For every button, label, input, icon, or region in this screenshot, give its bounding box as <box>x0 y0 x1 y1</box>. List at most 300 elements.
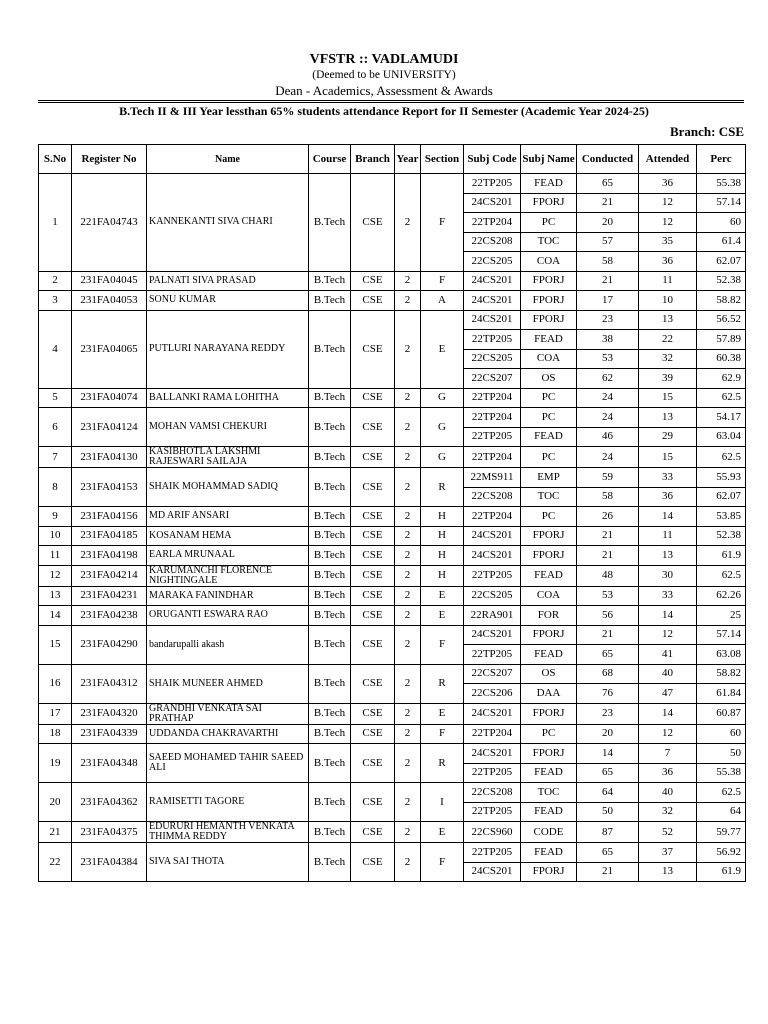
register-number: 231FA04156 <box>72 507 147 527</box>
attendance-percentage: 57.14 <box>697 193 746 213</box>
subject-code: 24CS201 <box>464 310 521 330</box>
course: B.Tech <box>309 565 351 586</box>
subject-name: FEAD <box>521 843 577 863</box>
conducted-count: 48 <box>577 565 639 586</box>
register-number: 231FA04384 <box>72 843 147 882</box>
attendance-percentage: 62.5 <box>697 388 746 408</box>
serial-number: 13 <box>39 586 72 606</box>
attendance-percentage: 52.38 <box>697 526 746 546</box>
conducted-count: 21 <box>577 625 639 645</box>
attendance-percentage: 25 <box>697 606 746 626</box>
subject-name: OS <box>521 369 577 389</box>
serial-number: 15 <box>39 625 72 664</box>
year: 2 <box>395 546 421 566</box>
subject-name: OS <box>521 664 577 684</box>
year: 2 <box>395 664 421 703</box>
attendance-percentage: 55.93 <box>697 468 746 488</box>
table-row <box>39 606 746 626</box>
attended-count: 14 <box>639 606 697 626</box>
register-number: 231FA04130 <box>72 447 147 468</box>
attendance-percentage: 61.4 <box>697 232 746 252</box>
attended-count: 32 <box>639 349 697 369</box>
subject-code: 24CS201 <box>464 862 521 882</box>
register-number: 221FA04743 <box>72 174 147 272</box>
attended-count: 12 <box>639 625 697 645</box>
table-row <box>39 586 746 606</box>
branch: CSE <box>351 664 395 703</box>
attended-count: 32 <box>639 802 697 822</box>
register-number: 231FA04214 <box>72 565 147 586</box>
conducted-count: 65 <box>577 843 639 863</box>
subject-code: 24CS201 <box>464 703 521 724</box>
conducted-count: 57 <box>577 232 639 252</box>
table-row <box>39 468 746 488</box>
course: B.Tech <box>309 507 351 527</box>
table-row <box>39 625 746 645</box>
year: 2 <box>395 724 421 744</box>
attendance-percentage: 54.17 <box>697 408 746 428</box>
attended-count: 13 <box>639 862 697 882</box>
branch: CSE <box>351 744 395 783</box>
subject-name: FEAD <box>521 427 577 447</box>
course: B.Tech <box>309 546 351 566</box>
subject-code: 22CS207 <box>464 369 521 389</box>
year: 2 <box>395 291 421 311</box>
register-number: 231FA04348 <box>72 744 147 783</box>
table-row <box>39 291 746 311</box>
subject-code: 22TP205 <box>464 174 521 194</box>
branch: CSE <box>351 291 395 311</box>
branch: CSE <box>351 625 395 664</box>
year: 2 <box>395 843 421 882</box>
section: H <box>421 546 464 566</box>
year: 2 <box>395 507 421 527</box>
subject-name: FEAD <box>521 645 577 665</box>
conducted-count: 21 <box>577 546 639 566</box>
course: B.Tech <box>309 310 351 388</box>
course: B.Tech <box>309 447 351 468</box>
subject-name: FPORJ <box>521 291 577 311</box>
course: B.Tech <box>309 783 351 822</box>
attendance-percentage: 56.52 <box>697 310 746 330</box>
branch-label: Branch: CSE <box>669 124 744 139</box>
office-name: Dean - Academics, Assessment & Awards <box>275 83 493 98</box>
branch: CSE <box>351 468 395 507</box>
table-row <box>39 565 746 586</box>
conducted-count: 68 <box>577 664 639 684</box>
subject-name: FPORJ <box>521 310 577 330</box>
attended-count: 13 <box>639 546 697 566</box>
attendance-percentage: 62.5 <box>697 565 746 586</box>
course: B.Tech <box>309 526 351 546</box>
attended-count: 14 <box>639 703 697 724</box>
serial-number: 6 <box>39 408 72 447</box>
student-name: KANNEKANTI SIVA CHARI <box>147 174 309 272</box>
attended-count: 47 <box>639 684 697 704</box>
attendance-percentage: 53.85 <box>697 507 746 527</box>
year: 2 <box>395 744 421 783</box>
attendance-percentage: 58.82 <box>697 664 746 684</box>
year: 2 <box>395 586 421 606</box>
serial-number: 1 <box>39 174 72 272</box>
attended-count: 13 <box>639 310 697 330</box>
subject-name: FPORJ <box>521 546 577 566</box>
serial-number: 18 <box>39 724 72 744</box>
subject-name: FPORJ <box>521 526 577 546</box>
section: H <box>421 507 464 527</box>
subject-name: FPORJ <box>521 744 577 764</box>
table-body <box>39 174 746 882</box>
serial-number: 9 <box>39 507 72 527</box>
conducted-count: 17 <box>577 291 639 311</box>
section: R <box>421 468 464 507</box>
branch: CSE <box>351 174 395 272</box>
branch: CSE <box>351 507 395 527</box>
student-name: KARUMANCHI FLORENCE NIGHTINGALE <box>147 565 309 586</box>
serial-number: 10 <box>39 526 72 546</box>
table-row <box>39 744 746 764</box>
subject-code: 22TP204 <box>464 388 521 408</box>
attendance-percentage: 62.07 <box>697 252 746 272</box>
serial-number: 7 <box>39 447 72 468</box>
subject-name: EMP <box>521 468 577 488</box>
subject-name: FPORJ <box>521 625 577 645</box>
subject-name: TOC <box>521 232 577 252</box>
student-name: PALNATI SIVA PRASAD <box>147 271 309 291</box>
attended-count: 12 <box>639 213 697 233</box>
serial-number: 17 <box>39 703 72 724</box>
branch: CSE <box>351 724 395 744</box>
subject-name: FPORJ <box>521 193 577 213</box>
institute-status: (Deemed to be UNIVERSITY) <box>312 69 456 81</box>
branch: CSE <box>351 822 395 843</box>
student-name: RAMISETTI TAGORE <box>147 783 309 822</box>
subject-name: TOC <box>521 487 577 507</box>
table-row <box>39 310 746 330</box>
section: E <box>421 310 464 388</box>
column-header: Year <box>395 145 421 174</box>
attendance-table <box>38 144 746 882</box>
section: F <box>421 271 464 291</box>
table-row <box>39 526 746 546</box>
attendance-percentage: 62.9 <box>697 369 746 389</box>
table-row <box>39 507 746 527</box>
subject-name: FPORJ <box>521 703 577 724</box>
section: R <box>421 744 464 783</box>
table-row <box>39 703 746 724</box>
serial-number: 5 <box>39 388 72 408</box>
year: 2 <box>395 388 421 408</box>
attended-count: 40 <box>639 664 697 684</box>
subject-code: 22CS206 <box>464 684 521 704</box>
student-name: MARAKA FANINDHAR <box>147 586 309 606</box>
course: B.Tech <box>309 703 351 724</box>
table-row <box>39 447 746 468</box>
register-number: 231FA04231 <box>72 586 147 606</box>
conducted-count: 21 <box>577 271 639 291</box>
attended-count: 35 <box>639 232 697 252</box>
branch: CSE <box>351 408 395 447</box>
subject-code: 22CS208 <box>464 232 521 252</box>
section: F <box>421 174 464 272</box>
year: 2 <box>395 468 421 507</box>
attendance-percentage: 63.04 <box>697 427 746 447</box>
subject-name: PC <box>521 507 577 527</box>
conducted-count: 53 <box>577 586 639 606</box>
subject-name: CODE <box>521 822 577 843</box>
attended-count: 29 <box>639 427 697 447</box>
year: 2 <box>395 783 421 822</box>
attended-count: 30 <box>639 565 697 586</box>
serial-number: 12 <box>39 565 72 586</box>
conducted-count: 56 <box>577 606 639 626</box>
subject-code: 22CS208 <box>464 487 521 507</box>
attendance-percentage: 57.89 <box>697 330 746 350</box>
course: B.Tech <box>309 468 351 507</box>
subject-code: 22TP204 <box>464 213 521 233</box>
subject-code: 22CS205 <box>464 586 521 606</box>
attended-count: 11 <box>639 526 697 546</box>
header-divider <box>38 100 744 103</box>
attended-count: 33 <box>639 586 697 606</box>
serial-number: 3 <box>39 291 72 311</box>
section: F <box>421 843 464 882</box>
student-name: BALLANKI RAMA LOHITHA <box>147 388 309 408</box>
branch: CSE <box>351 546 395 566</box>
conducted-count: 21 <box>577 193 639 213</box>
column-header: Branch <box>351 145 395 174</box>
attendance-percentage: 60 <box>697 213 746 233</box>
student-name: SHAIK MUNEER AHMED <box>147 664 309 703</box>
subject-name: PC <box>521 447 577 468</box>
course: B.Tech <box>309 291 351 311</box>
register-number: 231FA04153 <box>72 468 147 507</box>
branch: CSE <box>351 606 395 626</box>
student-name: KOSANAM HEMA <box>147 526 309 546</box>
attended-count: 52 <box>639 822 697 843</box>
subject-name: FOR <box>521 606 577 626</box>
course: B.Tech <box>309 388 351 408</box>
section: A <box>421 291 464 311</box>
subject-name: FEAD <box>521 802 577 822</box>
course: B.Tech <box>309 822 351 843</box>
attended-count: 14 <box>639 507 697 527</box>
attended-count: 40 <box>639 783 697 803</box>
subject-code: 22TP204 <box>464 447 521 468</box>
attendance-percentage: 62.07 <box>697 487 746 507</box>
table-row <box>39 174 746 194</box>
attended-count: 11 <box>639 271 697 291</box>
column-header: Perc <box>697 145 746 174</box>
attended-count: 15 <box>639 447 697 468</box>
branch: CSE <box>351 843 395 882</box>
subject-code: 24CS201 <box>464 271 521 291</box>
subject-name: PC <box>521 724 577 744</box>
branch: CSE <box>351 526 395 546</box>
conducted-count: 53 <box>577 349 639 369</box>
student-name: ORUGANTI ESWARA RAO <box>147 606 309 626</box>
subject-name: FEAD <box>521 330 577 350</box>
student-name: bandarupalli akash <box>147 625 309 664</box>
conducted-count: 58 <box>577 487 639 507</box>
attended-count: 39 <box>639 369 697 389</box>
column-header: Register No <box>72 145 147 174</box>
column-header: Subj Name <box>521 145 577 174</box>
conducted-count: 23 <box>577 703 639 724</box>
subject-code: 22CS960 <box>464 822 521 843</box>
attended-count: 33 <box>639 468 697 488</box>
conducted-count: 65 <box>577 645 639 665</box>
subject-code: 22TP204 <box>464 507 521 527</box>
subject-code: 24CS201 <box>464 193 521 213</box>
branch: CSE <box>351 586 395 606</box>
section: F <box>421 625 464 664</box>
attendance-percentage: 63.08 <box>697 645 746 665</box>
section: E <box>421 606 464 626</box>
conducted-count: 23 <box>577 310 639 330</box>
subject-name: COA <box>521 586 577 606</box>
register-number: 231FA04124 <box>72 408 147 447</box>
year: 2 <box>395 271 421 291</box>
attendance-percentage: 61.9 <box>697 862 746 882</box>
year: 2 <box>395 408 421 447</box>
conducted-count: 87 <box>577 822 639 843</box>
conducted-count: 58 <box>577 252 639 272</box>
attendance-percentage: 55.38 <box>697 763 746 783</box>
subject-name: DAA <box>521 684 577 704</box>
student-name: PUTLURI NARAYANA REDDY <box>147 310 309 388</box>
column-header: Section <box>421 145 464 174</box>
attendance-percentage: 64 <box>697 802 746 822</box>
conducted-count: 20 <box>577 724 639 744</box>
register-number: 231FA04238 <box>72 606 147 626</box>
subject-code: 24CS201 <box>464 526 521 546</box>
attendance-percentage: 59.77 <box>697 822 746 843</box>
register-number: 231FA04045 <box>72 271 147 291</box>
column-header: Attended <box>639 145 697 174</box>
branch: CSE <box>351 310 395 388</box>
student-name: SIVA SAI THOTA <box>147 843 309 882</box>
column-header: Course <box>309 145 351 174</box>
serial-number: 22 <box>39 843 72 882</box>
student-name: SONU KUMAR <box>147 291 309 311</box>
attended-count: 36 <box>639 174 697 194</box>
year: 2 <box>395 703 421 724</box>
year: 2 <box>395 447 421 468</box>
branch: CSE <box>351 271 395 291</box>
register-number: 231FA04053 <box>72 291 147 311</box>
subject-code: 22CS205 <box>464 349 521 369</box>
course: B.Tech <box>309 408 351 447</box>
register-number: 231FA04320 <box>72 703 147 724</box>
student-name: MOHAN VAMSI CHEKURI <box>147 408 309 447</box>
conducted-count: 20 <box>577 213 639 233</box>
serial-number: 2 <box>39 271 72 291</box>
subject-code: 22CS208 <box>464 783 521 803</box>
register-number: 231FA04185 <box>72 526 147 546</box>
branch: CSE <box>351 447 395 468</box>
attended-count: 22 <box>639 330 697 350</box>
column-header: Name <box>147 145 309 174</box>
section: H <box>421 526 464 546</box>
subject-name: PC <box>521 388 577 408</box>
table-row <box>39 783 746 803</box>
student-name: EARLA MRUNAAL <box>147 546 309 566</box>
section: H <box>421 565 464 586</box>
course: B.Tech <box>309 664 351 703</box>
serial-number: 16 <box>39 664 72 703</box>
attended-count: 10 <box>639 291 697 311</box>
subject-code: 22RA901 <box>464 606 521 626</box>
branch: CSE <box>351 703 395 724</box>
conducted-count: 24 <box>577 388 639 408</box>
register-number: 231FA04198 <box>72 546 147 566</box>
subject-code: 22TP205 <box>464 802 521 822</box>
attendance-percentage: 50 <box>697 744 746 764</box>
table-row <box>39 408 746 428</box>
subject-name: FEAD <box>521 565 577 586</box>
attended-count: 15 <box>639 388 697 408</box>
attended-count: 12 <box>639 724 697 744</box>
conducted-count: 50 <box>577 802 639 822</box>
subject-code: 22MS911 <box>464 468 521 488</box>
section: E <box>421 586 464 606</box>
attended-count: 36 <box>639 487 697 507</box>
conducted-count: 65 <box>577 763 639 783</box>
attended-count: 41 <box>639 645 697 665</box>
attended-count: 37 <box>639 843 697 863</box>
year: 2 <box>395 310 421 388</box>
attendance-percentage: 60 <box>697 724 746 744</box>
register-number: 231FA04375 <box>72 822 147 843</box>
course: B.Tech <box>309 724 351 744</box>
year: 2 <box>395 565 421 586</box>
attended-count: 36 <box>639 763 697 783</box>
subject-code: 22TP205 <box>464 763 521 783</box>
conducted-count: 76 <box>577 684 639 704</box>
serial-number: 19 <box>39 744 72 783</box>
attended-count: 36 <box>639 252 697 272</box>
subject-code: 22CS207 <box>464 664 521 684</box>
register-number: 231FA04362 <box>72 783 147 822</box>
table-row <box>39 271 746 291</box>
section: G <box>421 408 464 447</box>
column-header: S.No <box>39 145 72 174</box>
table-row <box>39 822 746 843</box>
attendance-percentage: 60.87 <box>697 703 746 724</box>
register-number: 231FA04065 <box>72 310 147 388</box>
conducted-count: 38 <box>577 330 639 350</box>
section: G <box>421 447 464 468</box>
course: B.Tech <box>309 174 351 272</box>
year: 2 <box>395 606 421 626</box>
subject-code: 22TP205 <box>464 330 521 350</box>
subject-code: 22TP205 <box>464 645 521 665</box>
subject-name: COA <box>521 252 577 272</box>
year: 2 <box>395 625 421 664</box>
subject-name: TOC <box>521 783 577 803</box>
year: 2 <box>395 174 421 272</box>
section: E <box>421 703 464 724</box>
subject-name: FEAD <box>521 174 577 194</box>
serial-number: 11 <box>39 546 72 566</box>
register-number: 231FA04312 <box>72 664 147 703</box>
section: F <box>421 724 464 744</box>
conducted-count: 59 <box>577 468 639 488</box>
student-name: KASIBHOTLA LAKSHMI RAJESWARI SAILAJA <box>147 447 309 468</box>
attendance-percentage: 62.5 <box>697 447 746 468</box>
course: B.Tech <box>309 606 351 626</box>
